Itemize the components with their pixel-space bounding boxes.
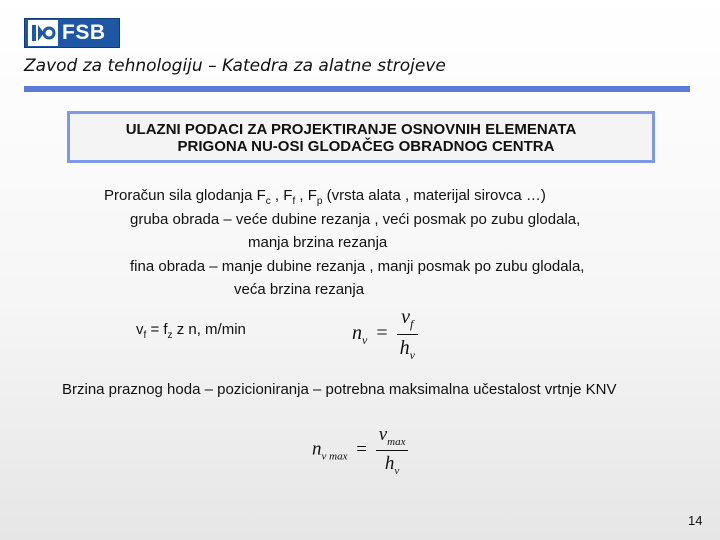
logo-text: FSB xyxy=(62,21,106,44)
spindle-speed-formula: $n_v$ = $\frac{v_f}{h_v}$ xyxy=(352,306,418,363)
fine-machining-line-1: fina obrada – manje dubine rezanja , manji posmak po zubu glodala, xyxy=(130,258,585,275)
department-subtitle: Zavod za tehnologiju – Katedra za alatne strojeve xyxy=(24,56,446,76)
fraction: $\frac{v_{max}}{h_v}$ xyxy=(376,424,409,477)
forces-line: Proračun sila glodanja $F_c$ , $F_f$ , $F_p$ (vrsta alata , materijal sirovca …) xyxy=(104,187,546,207)
page-number: 14 xyxy=(688,513,703,528)
feed-speed-formula-text: $v_f = f_z$ z n, m/min xyxy=(136,321,246,341)
slide-title-line-2: PRIGONA NU-OSI GLODAČEG OBRADNOG CENTRA xyxy=(177,138,555,155)
max-spindle-speed-formula: $n_{v max}$ = $\frac{v_{max}}{h_v}$ xyxy=(312,424,408,477)
fraction: $\frac{v_f}{h_v}$ xyxy=(397,306,418,363)
rough-machining-line-2: manja brzina rezanja xyxy=(248,234,388,251)
header-accent-bar xyxy=(24,86,690,92)
fsb-emblem-icon xyxy=(28,20,58,46)
fsb-logo xyxy=(24,18,120,48)
rapid-traverse-line: Brzina praznog hoda – pozicioniranja – potrebna maksimalna učestalost vrtnje KNV xyxy=(62,381,617,398)
slide-title-line-1: ULAZNI PODACI ZA PROJEKTIRANJE OSNOVNIH ELEMENATA xyxy=(125,121,577,138)
fine-machining-line-2: veća brzina rezanja xyxy=(234,281,365,298)
slide-title-box xyxy=(67,111,655,163)
rough-machining-line-1: gruba obrada – veće dubine rezanja , veći posmak po zubu glodala, xyxy=(130,211,581,228)
